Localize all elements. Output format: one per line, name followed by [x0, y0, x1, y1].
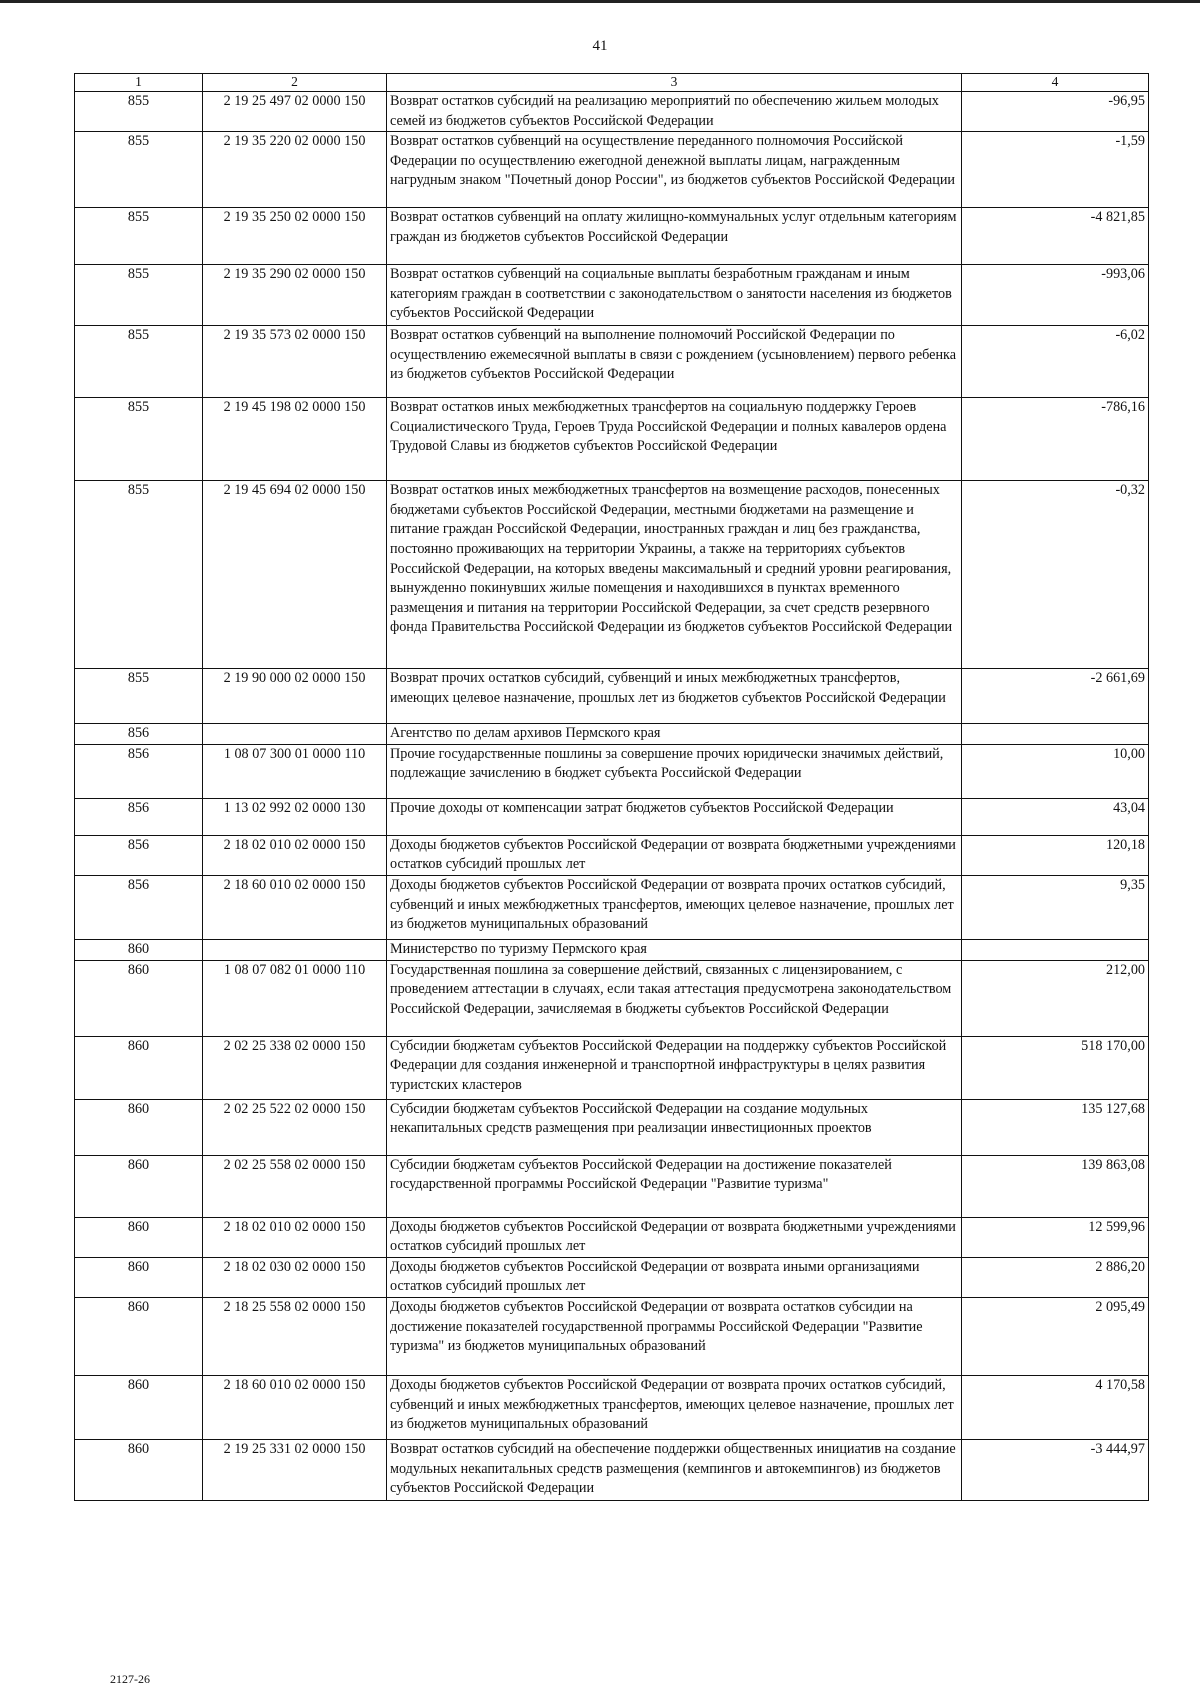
top-border-rule: [0, 0, 1200, 3]
table-cell-description: Агентство по делам архивов Пермского края: [387, 724, 962, 745]
table-row: [75, 132, 1149, 208]
table-cell-admin: 860: [75, 1375, 203, 1439]
table-row: [75, 669, 1149, 724]
table-cell-code: 2 19 90 000 02 0000 150: [203, 669, 387, 724]
table-cell-amount: 212,00: [962, 960, 1149, 1036]
table-cell-admin: 856: [75, 835, 203, 875]
table-cell-amount: [962, 939, 1149, 960]
table-cell-code: 2 19 45 198 02 0000 150: [203, 398, 387, 481]
table-cell-code: 2 18 02 030 02 0000 150: [203, 1257, 387, 1297]
table-cell-admin: 860: [75, 1297, 203, 1375]
table-cell-description: Субсидии бюджетам субъектов Российской Федерации на поддержку субъектов Российской Федерации для создания инженерной и транспортной инфраструктуры в целях развития туристских кластеров: [387, 1036, 962, 1099]
table-cell-description: Доходы бюджетов субъектов Российской Федерации от возврата бюджетными учреждениями остатков субсидий прошлых лет: [387, 835, 962, 875]
table-row: [75, 92, 1149, 132]
page-number: 41: [592, 38, 608, 54]
table-cell-admin: 860: [75, 960, 203, 1036]
table-cell-admin: 860: [75, 1155, 203, 1217]
table-cell-description: Возврат остатков субвенций на оплату жилищно-коммунальных услуг отдельным категориям граждан из бюджетов субъектов Российской Федерации: [387, 208, 962, 265]
table-cell-amount: 43,04: [962, 798, 1149, 835]
table-cell-admin: 855: [75, 669, 203, 724]
table-cell-code: 2 02 25 558 02 0000 150: [203, 1155, 387, 1217]
table-cell-admin: 855: [75, 132, 203, 208]
table-row: [75, 798, 1149, 835]
table-cell-amount: 120,18: [962, 835, 1149, 875]
table-cell-description: Возврат остатков субвенций на выполнение полномочий Российской Федерации по осуществлению ежемесячной выплаты в связи с рождением (усыновлением) первого ребенка из бюджетов субъектов Российской Федерации: [387, 326, 962, 398]
table-cell-admin: 860: [75, 1036, 203, 1099]
table-cell-admin: 856: [75, 724, 203, 745]
table-cell-admin: 860: [75, 1099, 203, 1155]
table-cell-description: Возврат остатков иных межбюджетных трансфертов на возмещение расходов, понесенных бюджетами субъектов Российской Федерации, местными бюджетами на размещение и питание граждан Российской Федерации, иностранных граждан и лиц без гражданства, постоянно проживающих на территории Украины, а также на территориях субъектов Российской Федерации, на которых введены максимальный и средний уровни реагирования, вынужденно покинувших жилые помещения и находившихся в пунктах временного размещения и питания на территории Российской Федерации, за счет средств резервного фонда Правительства Российской Федерации из бюджетов субъектов Российской Федерации: [387, 481, 962, 669]
table-cell-amount: -2 661,69: [962, 669, 1149, 724]
table-body: [75, 92, 1149, 1501]
table-cell-amount: -786,16: [962, 398, 1149, 481]
table-cell-admin: 855: [75, 481, 203, 669]
table-cell-admin: 856: [75, 798, 203, 835]
table-cell-description: Возврат остатков субвенций на осуществление переданного полномочия Российской Федерации по осуществлению ежегодной денежной выплаты лицам, награжденным нагрудным знаком "Почетный донор России", из бюджетов субъектов Российской Федерации: [387, 132, 962, 208]
table-cell-admin: 860: [75, 939, 203, 960]
table-cell-description: Доходы бюджетов субъектов Российской Федерации от возврата прочих остатков субсидий, субвенций и иных межбюджетных трансфертов, имеющих целевое назначение, прошлых лет из бюджетов муниципальных образований: [387, 1375, 962, 1439]
table-cell-description: Доходы бюджетов субъектов Российской Федерации от возврата бюджетными учреждениями остатков субсидий прошлых лет: [387, 1217, 962, 1257]
table-cell-code: 2 02 25 338 02 0000 150: [203, 1036, 387, 1099]
table-cell-description: Возврат остатков субсидий на обеспечение поддержки общественных инициатив на создание модульных некапитальных средств размещения (кемпингов и автокемпингов) из бюджетов субъектов Российской Федерации: [387, 1439, 962, 1500]
table-cell-code: [203, 939, 387, 960]
table-cell-code: 2 19 25 331 02 0000 150: [203, 1439, 387, 1500]
document-code: 2127-26: [110, 1672, 150, 1686]
table-cell-admin: 855: [75, 326, 203, 398]
table-cell-description: Субсидии бюджетам субъектов Российской Федерации на достижение показателей государственной программы Российской Федерации "Развитие туризма": [387, 1155, 962, 1217]
column-header-admin: 1: [75, 74, 203, 92]
table-row: [75, 1257, 1149, 1297]
table-cell-amount: 12 599,96: [962, 1217, 1149, 1257]
table-cell-description: Прочие доходы от компенсации затрат бюджетов субъектов Российской Федерации: [387, 798, 962, 835]
table-cell-code: 2 19 35 250 02 0000 150: [203, 208, 387, 265]
table-cell-amount: -3 444,97: [962, 1439, 1149, 1500]
table-cell-description: Прочие государственные пошлины за совершение прочих юридически значимых действий, подлежащие зачислению в бюджет субъекта Российской Федерации: [387, 744, 962, 798]
table-row: [75, 208, 1149, 265]
table-cell-admin: 856: [75, 744, 203, 798]
table-cell-admin: 860: [75, 1257, 203, 1297]
table-cell-code: 2 19 45 694 02 0000 150: [203, 481, 387, 669]
table-cell-amount: 2 095,49: [962, 1297, 1149, 1375]
table-cell-description: Государственная пошлина за совершение действий, связанных с лицензированием, с проведением аттестации в случаях, если такая аттестация предусмотрена законодательством Российской Федерации, зачисляемая в бюджеты субъектов Российской Федерации: [387, 960, 962, 1036]
table-cell-code: 2 19 25 497 02 0000 150: [203, 92, 387, 132]
table-cell-admin: 860: [75, 1439, 203, 1500]
table-cell-amount: -6,02: [962, 326, 1149, 398]
table-cell-amount: -0,32: [962, 481, 1149, 669]
table-cell-description: Субсидии бюджетам субъектов Российской Федерации на создание модульных некапитальных средств размещения при реализации инвестиционных проектов: [387, 1099, 962, 1155]
table-cell-description: Возврат остатков субсидий на реализацию мероприятий по обеспечению жильем молодых семей из бюджетов субъектов Российской Федерации: [387, 92, 962, 132]
table-cell-code: 2 18 25 558 02 0000 150: [203, 1297, 387, 1375]
table-cell-admin: 855: [75, 92, 203, 132]
table-cell-admin: 855: [75, 265, 203, 326]
table-row: [75, 1036, 1149, 1099]
table-cell-amount: -993,06: [962, 265, 1149, 326]
table-cell-code: 2 02 25 522 02 0000 150: [203, 1099, 387, 1155]
table-cell-code: 2 19 35 220 02 0000 150: [203, 132, 387, 208]
table-row: [75, 481, 1149, 669]
table-cell-amount: -96,95: [962, 92, 1149, 132]
table-cell-amount: 4 170,58: [962, 1375, 1149, 1439]
table-cell-amount: 9,35: [962, 875, 1149, 939]
table-cell-description: Доходы бюджетов субъектов Российской Федерации от возврата иными организациями остатков субсидий прошлых лет: [387, 1257, 962, 1297]
table-cell-description: Министерство по туризму Пермского края: [387, 939, 962, 960]
table-cell-admin: 855: [75, 208, 203, 265]
table-cell-description: Возврат остатков иных межбюджетных трансфертов на социальную поддержку Героев Социалистического Труда, Героев Труда Российской Федерации и полных кавалеров ордена Трудовой Славы из бюджетов субъектов Российской Федерации: [387, 398, 962, 481]
column-header-description: 3: [387, 74, 962, 92]
table-cell-description: Возврат остатков субвенций на социальные выплаты безработным гражданам и иным категориям граждан в соответствии с законодательством о занятости населения из бюджетов субъектов Российской Федерации: [387, 265, 962, 326]
table-row: [75, 724, 1149, 745]
column-header-code: 2: [203, 74, 387, 92]
table-cell-code: 2 18 60 010 02 0000 150: [203, 1375, 387, 1439]
table-cell-amount: -4 821,85: [962, 208, 1149, 265]
column-header-amount: 4: [962, 74, 1149, 92]
table-row: [75, 744, 1149, 798]
table-cell-code: 1 13 02 992 02 0000 130: [203, 798, 387, 835]
table-row: [75, 265, 1149, 326]
table-cell-amount: [962, 724, 1149, 745]
table-header-row: [75, 74, 1149, 92]
table-row: [75, 326, 1149, 398]
table-row: [75, 1099, 1149, 1155]
table-cell-admin: 855: [75, 398, 203, 481]
table-cell-amount: 2 886,20: [962, 1257, 1149, 1297]
budget-revenue-table: [74, 73, 1149, 1501]
table-cell-code: 2 18 02 010 02 0000 150: [203, 835, 387, 875]
table-cell-description: Доходы бюджетов субъектов Российской Федерации от возврата прочих остатков субсидий, субвенций и иных межбюджетных трансфертов, имеющих целевое назначение, прошлых лет из бюджетов муниципальных образований: [387, 875, 962, 939]
table-cell-admin: 860: [75, 1217, 203, 1257]
table-cell-description: Доходы бюджетов субъектов Российской Федерации от возврата остатков субсидии на достижение показателей государственной программы Российской Федерации "Развитие туризма" из бюджетов муниципальных образований: [387, 1297, 962, 1375]
table-cell-amount: 10,00: [962, 744, 1149, 798]
table-row: [75, 1297, 1149, 1375]
table-cell-amount: 135 127,68: [962, 1099, 1149, 1155]
table-cell-amount: -1,59: [962, 132, 1149, 208]
table-cell-code: [203, 724, 387, 745]
table-row: [75, 875, 1149, 939]
table-row: [75, 398, 1149, 481]
table-cell-code: 2 19 35 573 02 0000 150: [203, 326, 387, 398]
table-row: [75, 1155, 1149, 1217]
table-cell-amount: 518 170,00: [962, 1036, 1149, 1099]
table-row: [75, 1217, 1149, 1257]
table-cell-description: Возврат прочих остатков субсидий, субвенций и иных межбюджетных трансфертов, имеющих целевое назначение, прошлых лет из бюджетов субъектов Российской Федерации: [387, 669, 962, 724]
table-cell-code: 2 18 02 010 02 0000 150: [203, 1217, 387, 1257]
table-cell-admin: 856: [75, 875, 203, 939]
table-row: [75, 939, 1149, 960]
table-row: [75, 1375, 1149, 1439]
table-row: [75, 1439, 1149, 1500]
table-row: [75, 835, 1149, 875]
table-row: [75, 960, 1149, 1036]
table-cell-code: 2 18 60 010 02 0000 150: [203, 875, 387, 939]
table-cell-code: 1 08 07 082 01 0000 110: [203, 960, 387, 1036]
table-cell-code: 1 08 07 300 01 0000 110: [203, 744, 387, 798]
table-cell-amount: 139 863,08: [962, 1155, 1149, 1217]
table-cell-code: 2 19 35 290 02 0000 150: [203, 265, 387, 326]
